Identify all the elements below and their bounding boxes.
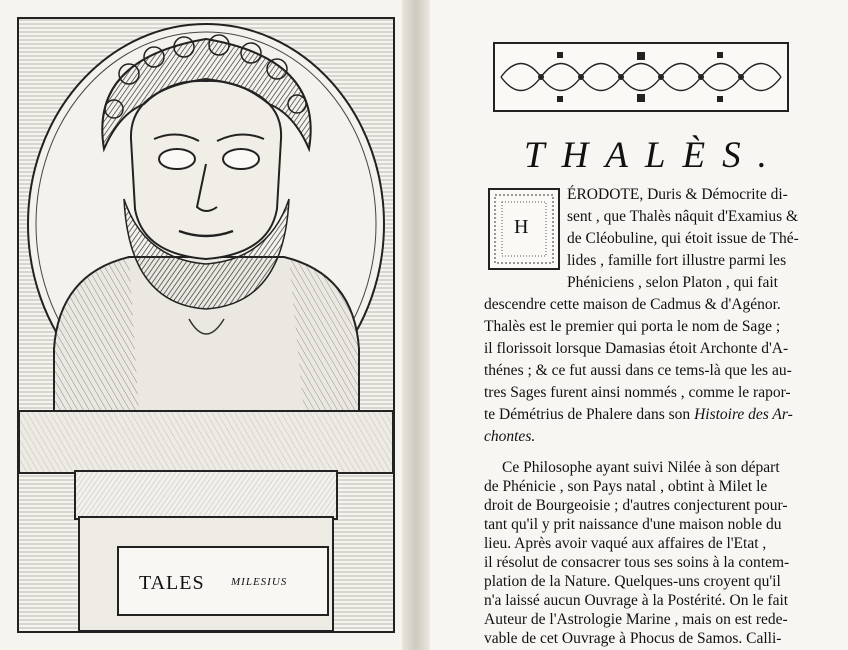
text-line: droit de Bourgeoisie ; d'autres conjecturent pour-: [484, 497, 788, 514]
text-line: lides , famille fort illustre parmi les: [567, 252, 787, 269]
book-gutter: [402, 0, 432, 650]
text-line: Ce Philosophe ayant suivi Nilée à son départ: [502, 459, 780, 476]
text-line: thénes ; & ce fut aussi dans ce tems-là que les au-: [484, 362, 792, 379]
ornament-pattern: [495, 44, 787, 110]
text-line: Phéniciens , selon Platon , qui fait: [567, 274, 778, 291]
engraving-plate: [17, 17, 395, 633]
text-line: il florissoit lorsque Damasias étoit Archonte d'A-: [484, 340, 789, 357]
drop-cap-box: [488, 188, 560, 270]
text-line: [484, 407, 793, 423]
left-page: [0, 0, 410, 650]
text-line: tres Sages furent ainsi nommés , comme le rapor-: [484, 384, 791, 401]
italic-title: Histoire des Ar-: [694, 406, 793, 423]
text-line: de Phénicie , son Pays natal , obtint à Milet le: [484, 478, 768, 495]
text-line: n'a laissé aucun Ouvrage à la Postérité. On le fait: [484, 592, 789, 609]
headpiece-ornament: [493, 42, 789, 112]
bust-label: TALES: [139, 572, 205, 594]
text-line: il résolut de consacrer tous ses soins à la contem-: [484, 554, 790, 571]
text-line: descendre cette maison de Cadmus & d'Agénor.: [484, 296, 781, 313]
chapter-title: THALÈS.: [524, 135, 784, 176]
right-page: [430, 0, 848, 650]
bust-engraving: [19, 19, 393, 631]
bust-sublabel: MILESIUS: [231, 576, 288, 588]
text-line: Thalès est le premier qui porta le nom de Sage ;: [484, 318, 781, 335]
text-run: te Démétrius de Phalere dans son: [484, 406, 695, 423]
text-line: plation de la Nature. Quelques-uns croyent qu'il: [484, 573, 781, 590]
text-line: sent , que Thalès nâquit d'Examius &: [567, 208, 799, 225]
drop-cap-letter: H: [514, 216, 529, 238]
text-line: tant qu'il y prit naissance d'une maison noble du: [484, 516, 782, 533]
text-line: chontes.: [484, 428, 536, 445]
text-line: ÉRODOTE, Duris & Démocrite di-: [567, 186, 788, 203]
text-line: vable de cet Ouvrage à Phocus de Samos. Calli-: [484, 630, 782, 647]
text-line: de Cléobuline, qui étoit issue de Thé-: [567, 230, 799, 247]
text-line: lieu. Après avoir vaqué aux affaires de l'Etat ,: [484, 535, 767, 552]
bust-nameplate: [117, 546, 329, 616]
text-line: Auteur de l'Astrologie Marine , mais on est rede-: [484, 611, 788, 628]
